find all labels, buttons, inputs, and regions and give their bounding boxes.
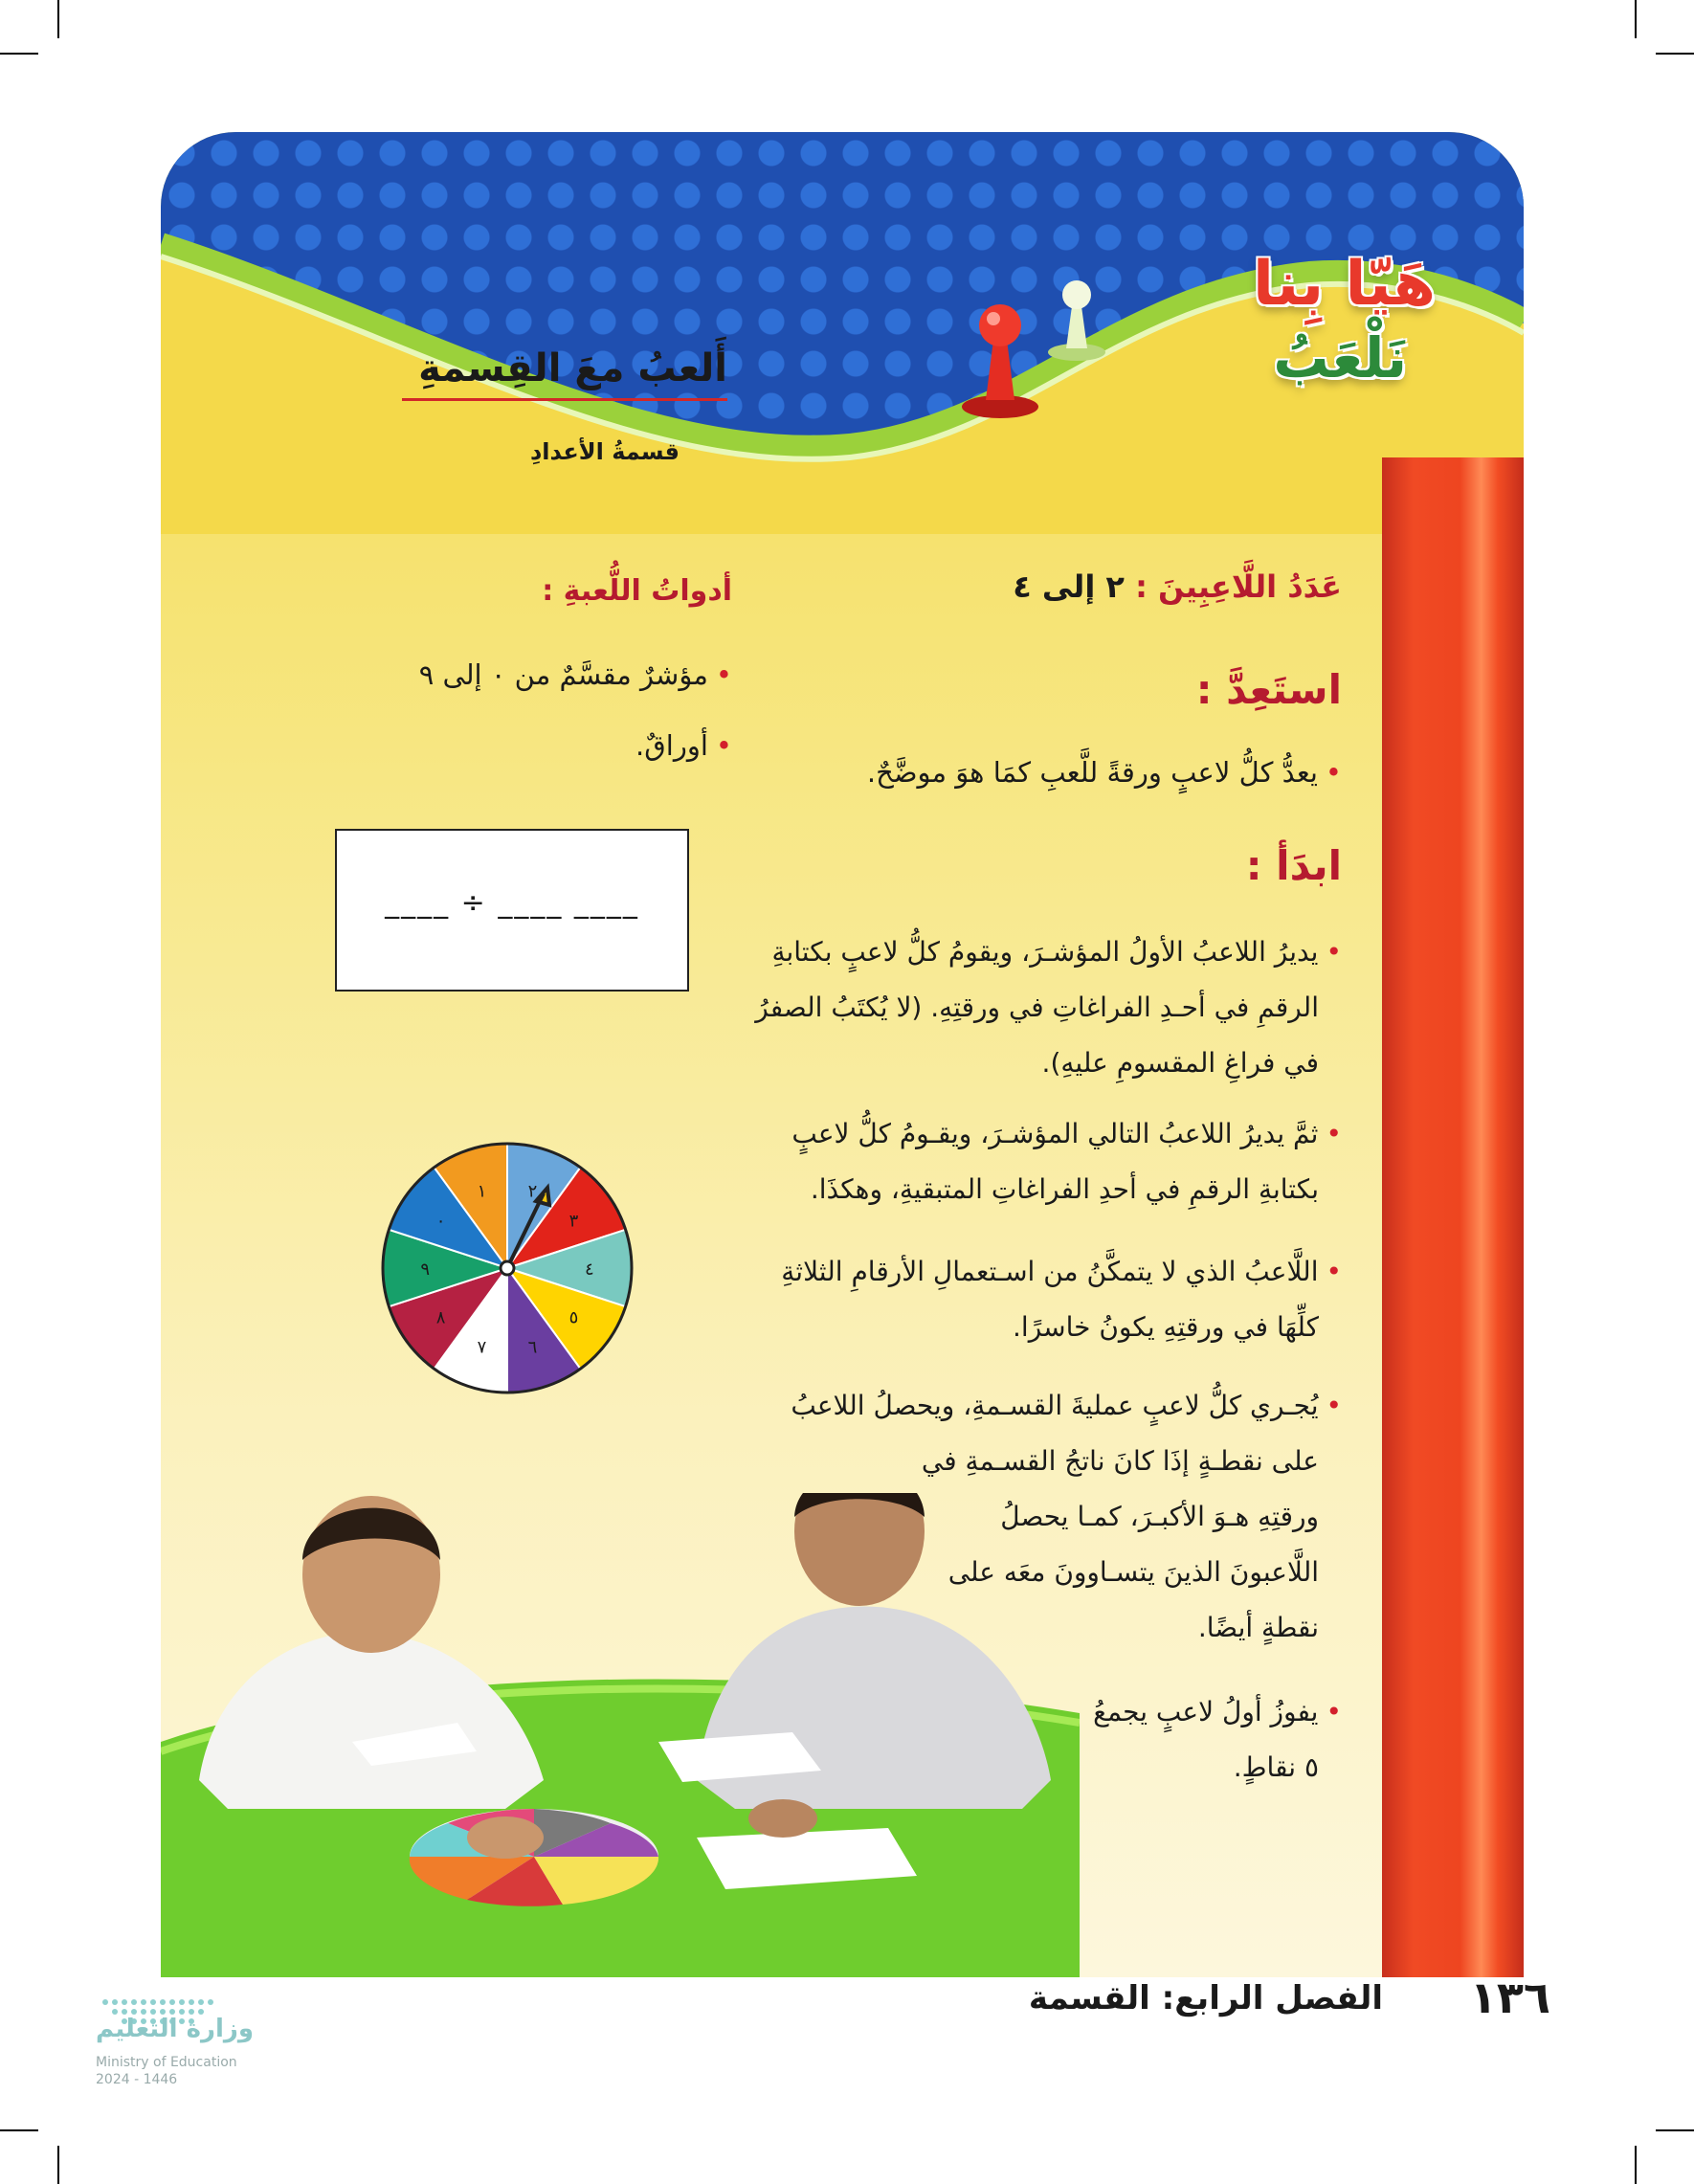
- crop-mark: [1635, 2146, 1637, 2184]
- spinner-label: ٢: [527, 1181, 538, 1202]
- tools-item: •مؤشرٌ مقسَّمٌ من ٠ إلى ٩: [418, 658, 732, 691]
- spinner-label: ٥: [568, 1307, 579, 1328]
- crop-mark: [0, 2129, 38, 2131]
- crop-mark: [1656, 2129, 1694, 2131]
- ministry-year: 2024 - 1446: [96, 2072, 178, 2087]
- game-piece-icon: [957, 287, 1043, 421]
- answer-sheet-text: ____ ÷ ____ ____: [385, 886, 639, 920]
- spinner-hub: [501, 1261, 514, 1275]
- ministry-name-ar: وزارة التعليم: [96, 2015, 254, 2043]
- chapter-footer: الفصل الرابع: القسمة: [1028, 1979, 1383, 2017]
- start-step-2: •ثمَّ يديرُ اللاعبُ التالي المؤشـرَ، ويقـومُ كلُّ لاعبٍ بكتابةِ الرقمِ في أحدِ الفراغاتِ المتبقيةِ، وهكذَا.: [791, 1118, 1342, 1205]
- spinner-label: ٠: [435, 1211, 446, 1232]
- start-heading: ابدَأ :: [1245, 842, 1342, 889]
- spinner-label: ٩: [420, 1259, 431, 1280]
- page-number: ١٣٦: [1469, 1972, 1550, 2023]
- tools-heading: أدواتُ اللُّعبةِ :: [542, 574, 732, 608]
- crop-mark: [1656, 53, 1694, 55]
- ready-instruction: •يعدُّ كلُّ لاعبٍ ورقةً للَّعبِ كمَا هوَ موضَّحٌ.: [866, 756, 1342, 789]
- spinner-label: ٤: [584, 1259, 594, 1280]
- game-subtitle: قسمةُ الأعدادِ: [529, 438, 680, 465]
- spinner-label: ٦: [527, 1337, 538, 1358]
- crop-mark: [1635, 0, 1637, 38]
- start-step-5: •يفوزُ أولُ لاعبٍ يجمعُ ٥ نقاطٍ.: [1093, 1696, 1342, 1783]
- game-title: أَلعبُ معَ القِسمةِ: [402, 346, 727, 401]
- badge-line-2: نَلْعَبُ: [1273, 325, 1407, 390]
- start-step-1: •يديرُ اللاعبُ الأولُ المؤشـرَ، ويقومُ كلُّ لاعبٍ بكتابةِ الرقمِ في أحـدِ الفراغاتِ في ورقتِهِ. (لا يُكتَبُ الصفرُ في فراغِ المقسومِ عليهِ).: [755, 936, 1342, 1079]
- tools-item: •أوراقٌ.: [635, 729, 732, 762]
- players-count: عَدَدُ اللَّاعِبِينَ : ٢ إلى ٤: [1013, 568, 1342, 605]
- spinner-label: ٨: [435, 1307, 446, 1328]
- lets-play-badge: [957, 230, 1503, 440]
- start-step-3: •اللَّاعبُ الذي لا يتمكَّنُ من اسـتعمالِ الأرقامِ الثلاثةِ كلِّهَا في ورقتِهِ يكونُ خاسرًا.: [781, 1256, 1342, 1343]
- spinner-label: ١: [477, 1181, 487, 1202]
- crop-mark: [57, 0, 59, 38]
- game-piece-icon: [1043, 268, 1110, 364]
- spinner-wheel: [373, 1134, 641, 1402]
- badge-line-1: هَيّا بِنا: [1253, 249, 1436, 320]
- spinner-label: ٣: [568, 1211, 579, 1232]
- side-red-bar: [1382, 457, 1524, 1977]
- spinner-label: ٧: [477, 1337, 487, 1358]
- start-step-4: •يُجـري كلُّ لاعبٍ عمليةَ القسـمةِ، ويحصلُ اللاعبُ على نقطـةٍ إذَا كانَ ناتجُ القسـمةِ في ورقتِهِ هـوَ الأكبـرَ، كمـا يحصلُ اللَّاعبونَ الذينَ يتسـاوونَ معَه على نقطةٍ أيضًا.: [791, 1390, 1342, 1643]
- children-playing-photo: [161, 1493, 1080, 1977]
- ministry-name-en: Ministry of Education: [96, 2055, 237, 2070]
- crop-mark: [0, 53, 38, 55]
- ready-heading: استَعِدَّ :: [1195, 666, 1342, 713]
- answer-sheet-box: [335, 829, 689, 992]
- crop-mark: [57, 2146, 59, 2184]
